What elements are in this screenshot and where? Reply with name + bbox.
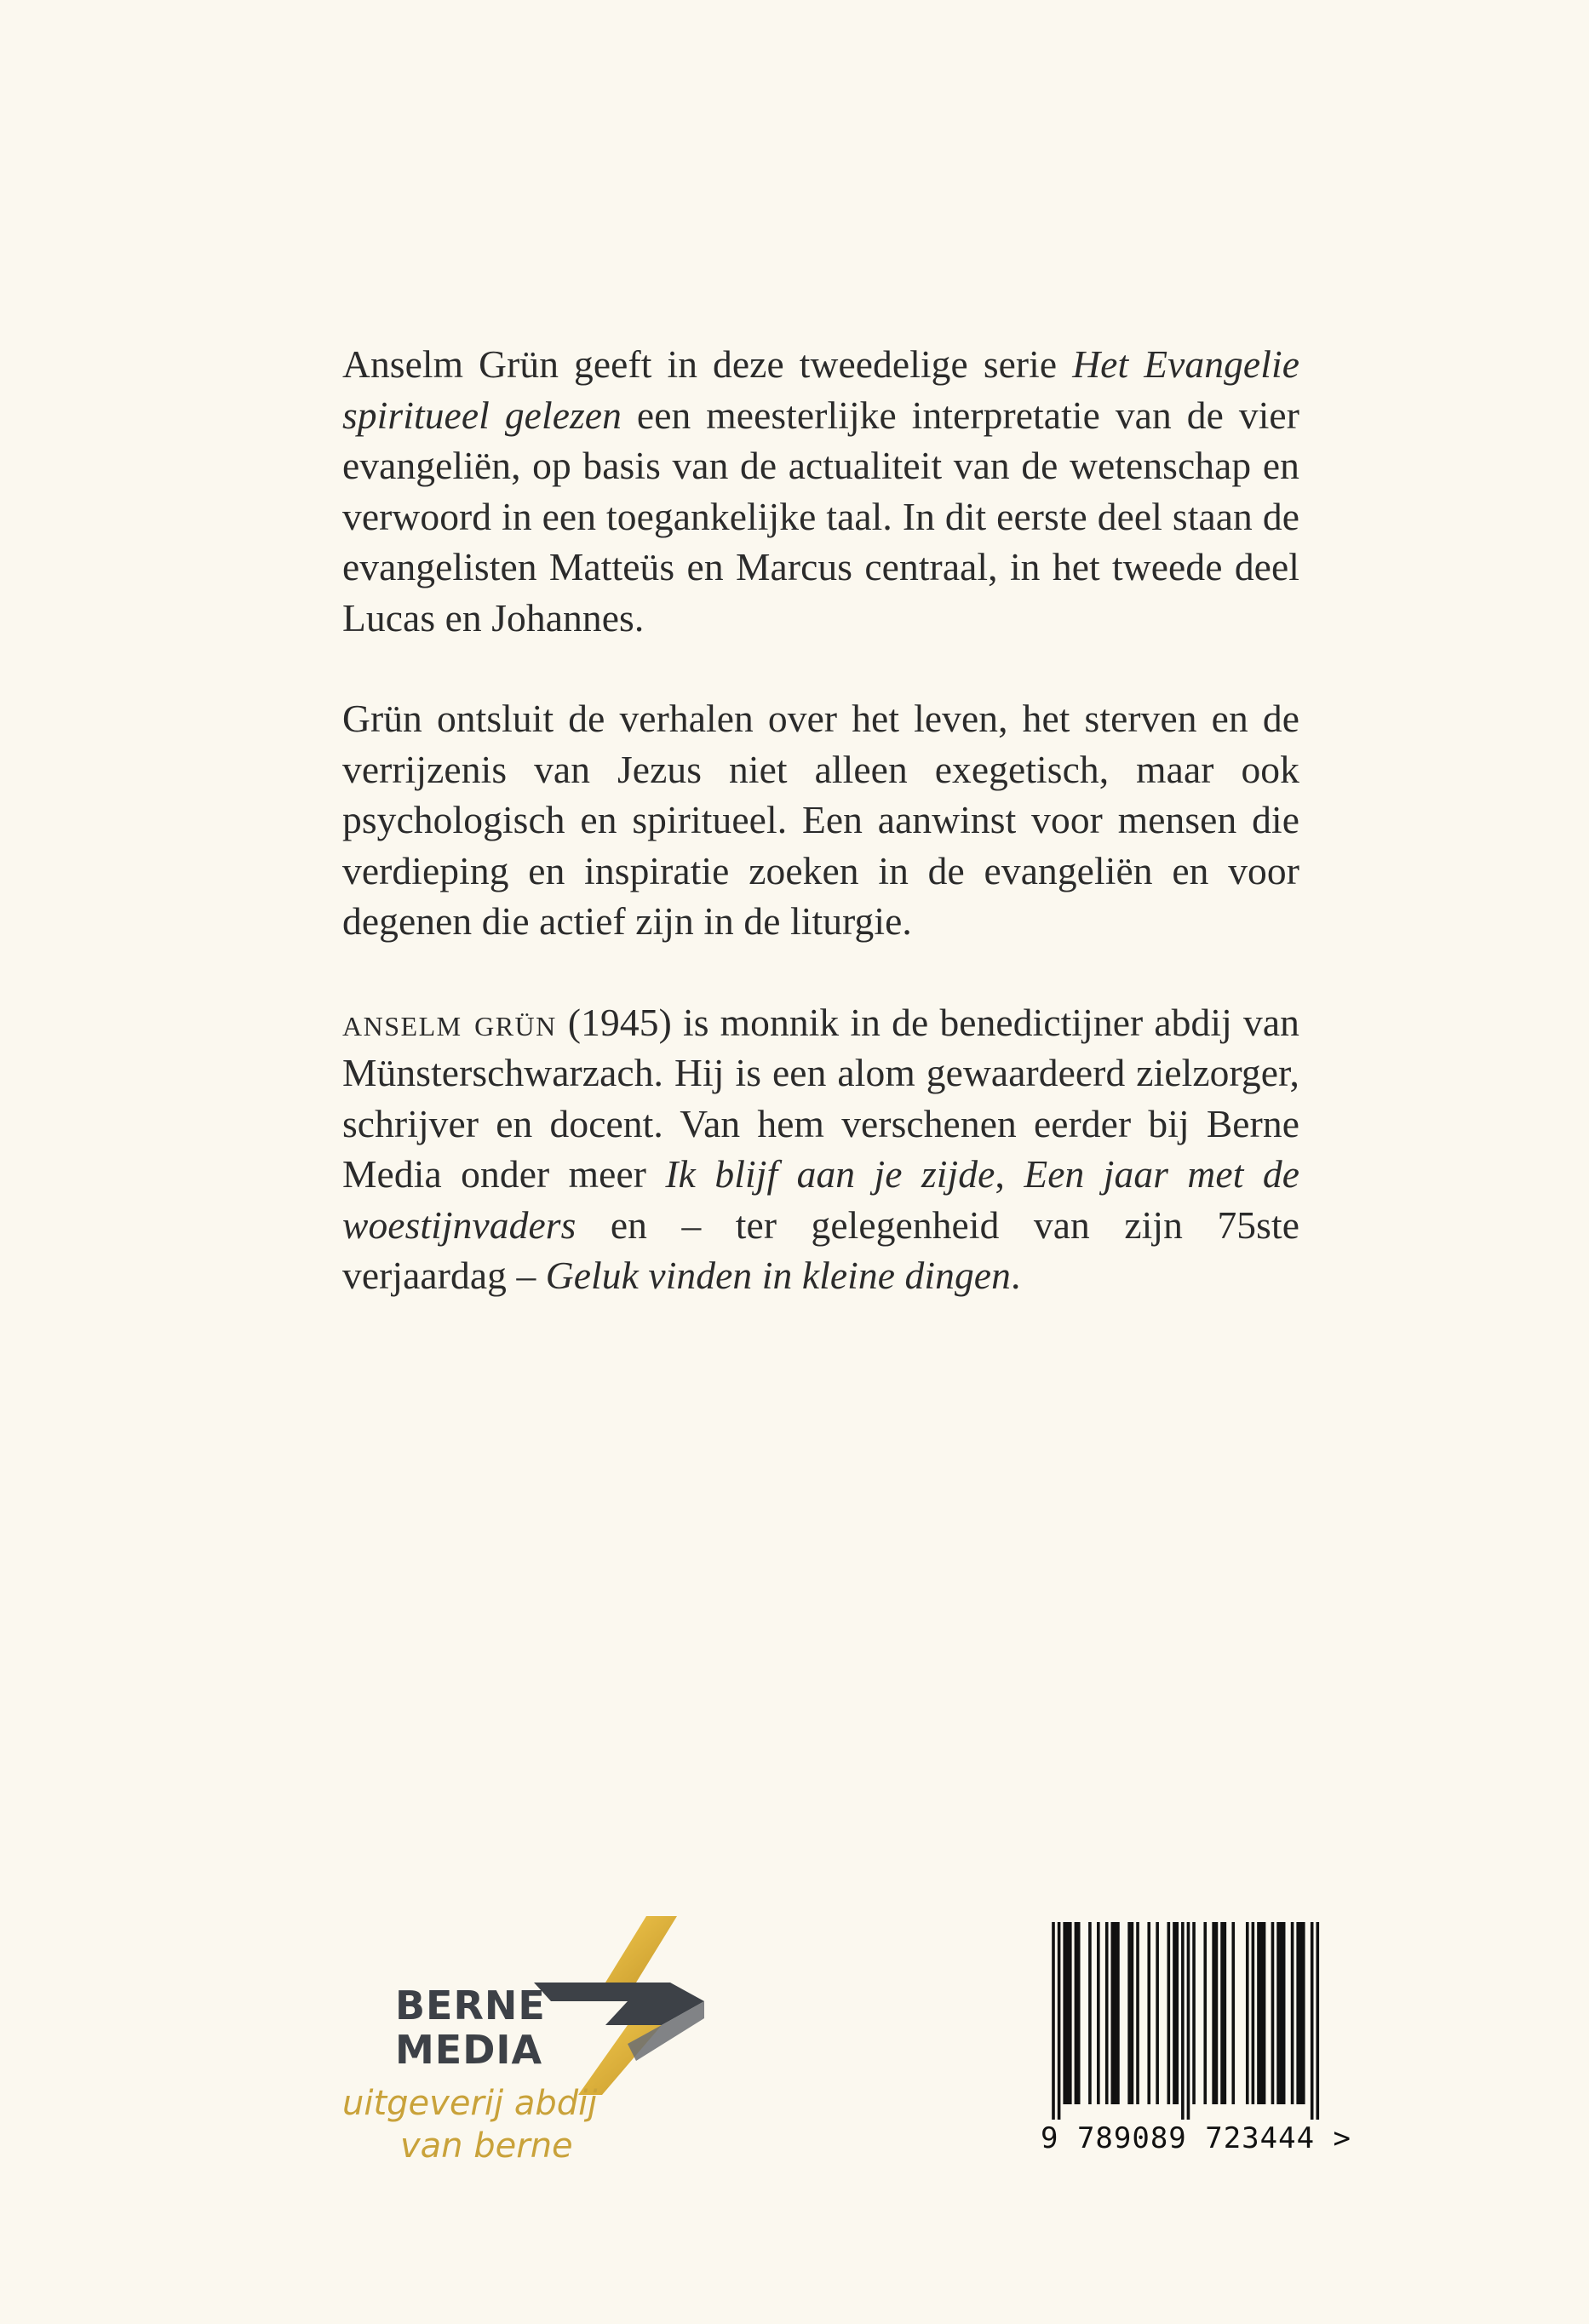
barcode-bar (1299, 1922, 1303, 2104)
barcode-bar (1063, 1922, 1066, 2104)
barcode-bar (1156, 1922, 1159, 2104)
barcode-bar (1231, 1922, 1235, 2104)
barcode-bar (1111, 1922, 1115, 2104)
barcode-bar (1263, 1922, 1266, 2104)
book-title-1: Ik blijf aan je zijde (665, 1152, 995, 1196)
blurb-paragraph-2: Grün ontsluit de verhalen over het leven, het sterven en de verrijzenis van Jezus niet alleen exegetisch, maar ook psychologisch en spiritueel. Een aanwinst voor mensen die verdieping en inspiratie zoeken in de evangeliën en voor degenen die actief zijn in de liturgie. (342, 697, 1299, 943)
barcode-bar (1215, 1922, 1219, 2104)
barcode-bar (1114, 1922, 1117, 2104)
barcode-bar (1173, 1922, 1176, 2104)
barcode-bar (1311, 1922, 1314, 2120)
barcode-bar (1147, 1922, 1150, 2104)
barcode-bar (1271, 1922, 1275, 2104)
logo-tagline-2: van berne (400, 2126, 573, 2166)
barcode-bar (1075, 1922, 1078, 2104)
barcode-bar (1282, 1922, 1286, 2104)
logo-word-media: MEDIA (395, 2027, 543, 2073)
logo-tagline-1: uitgeverij abdij (342, 2084, 598, 2123)
barcode-bar (1088, 1922, 1092, 2104)
barcode-bar (1058, 1922, 1061, 2120)
barcode-bar (1259, 1922, 1263, 2104)
barcode-bar (1203, 1922, 1207, 2104)
barcode-bar (1252, 1922, 1255, 2104)
book-title-3: Geluk vinden in kleine dingen (545, 1254, 1011, 1297)
blurb-text (342, 339, 1299, 1301)
barcode-bar (1291, 1922, 1294, 2104)
barcode-bar (1276, 1922, 1280, 2104)
barcode-bar (1097, 1922, 1100, 2104)
isbn-barcode (1041, 1922, 1351, 2160)
barcode-bar (1296, 1922, 1299, 2104)
barcode-bar (1224, 1922, 1227, 2104)
series-title: Het Evangelie spiritueel gelezen (342, 342, 1299, 437)
blurb-paragraph-1: Anselm Grün geeft in deze tweedelige serie Het Evangelie spiritueel gelezen een meesterlijke interpretatie van de vier evangeliën, op basis van de actualiteit van de wetenschap en verwoord in een toegankelijke taal. In dit eerste deel staan de evangelisten Matteüs en Marcus centraal, in het tweede deel Lucas en Johannes. (342, 342, 1299, 640)
barcode-bar (1220, 1922, 1224, 2104)
barcode-bar (1280, 1922, 1283, 2104)
barcode-bars (1041, 1922, 1330, 2120)
barcode-bar (1175, 1922, 1179, 2104)
author-name: anselm grün (342, 1000, 557, 1044)
barcode-bar (1317, 1922, 1320, 2120)
publisher-logo (342, 1916, 708, 2166)
barcode-bar (1052, 1922, 1055, 2120)
barcode-bar (1212, 1922, 1215, 2104)
barcode-digits: 9 789089 723444 > (1041, 2121, 1351, 2155)
book-title-2: Een jaar met de woestijnvaders (342, 1152, 1299, 1247)
barcode-bar (1066, 1922, 1070, 2104)
barcode-bar (1131, 1922, 1134, 2104)
barcode-bar (1136, 1922, 1139, 2104)
barcode-bar (1167, 1922, 1171, 2104)
barcode-bar (1127, 1922, 1131, 2104)
barcode-bar (1077, 1922, 1081, 2104)
author-bio: anselm grün (1945) is monnik in de benedictijner abdij van Münsterschwarzach. Hij is een alom gewaardeerd zielzorger, schrijver en docent. Van hem verschenen eerder bij Berne Media onder meer Ik blijf aan je zijde, Een jaar met de woestijnvaders en – ter gelegenheid van zijn 75ste verjaardag – Geluk vinden in kleine dingen. (342, 1000, 1299, 1297)
barcode-bar (1116, 1922, 1120, 2104)
logo-word-berne: BERNE (395, 1983, 546, 2028)
barcode-bar (1246, 1922, 1249, 2104)
berne-media-logo-mark-icon (534, 1916, 704, 2095)
barcode-bar (1105, 1922, 1109, 2104)
barcode-bar (1187, 1922, 1190, 2120)
barcode-bar (1181, 1922, 1185, 2120)
barcode-bar (1192, 1922, 1196, 2104)
barcode-bar (1069, 1922, 1072, 2104)
barcode-bar (1257, 1922, 1260, 2104)
barcode-bar (1302, 1922, 1305, 2104)
